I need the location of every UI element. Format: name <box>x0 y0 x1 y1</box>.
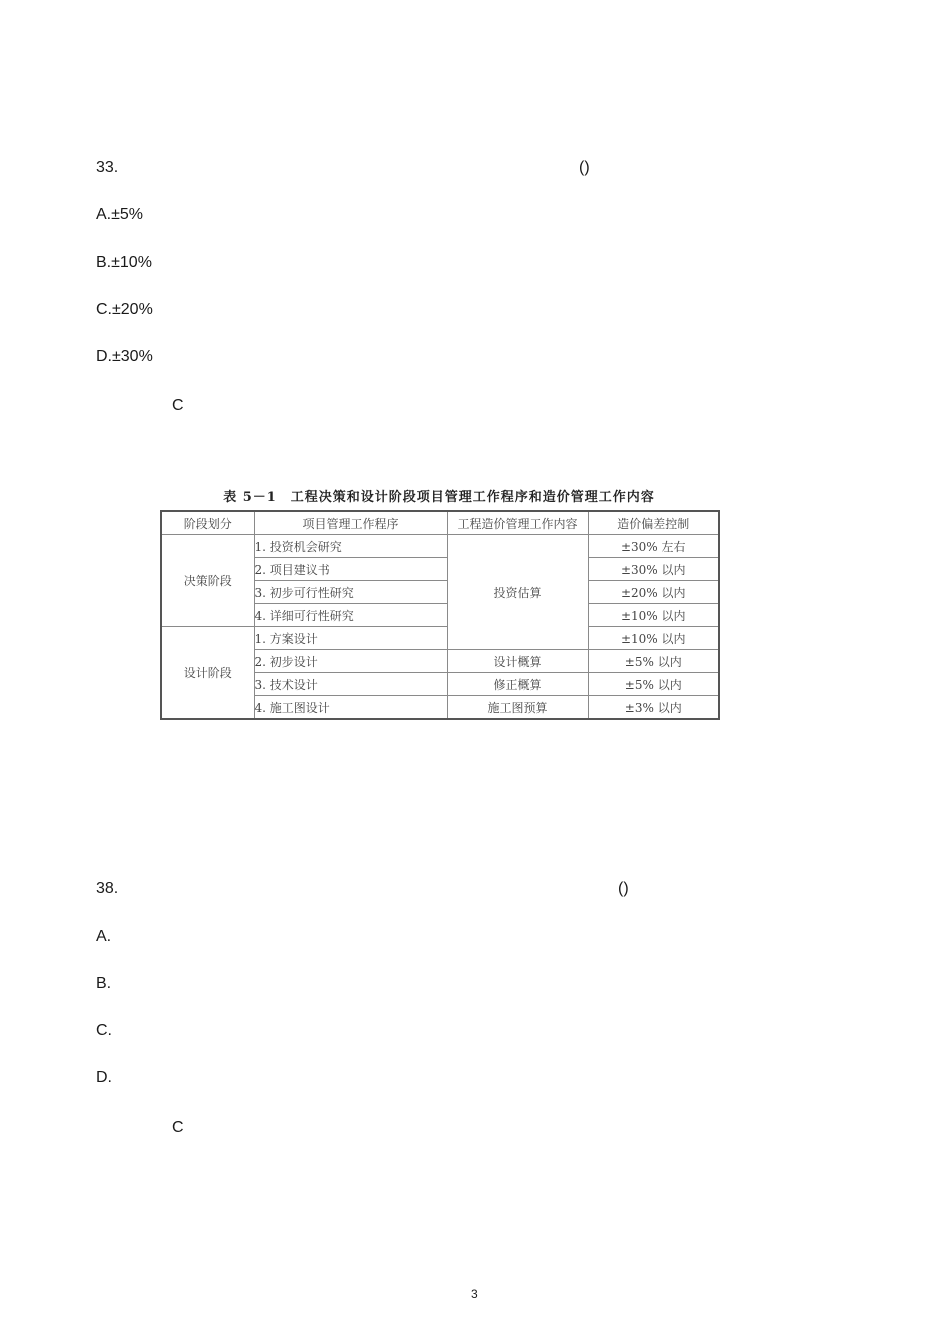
question-38-option-b: B. <box>96 975 112 992</box>
table-row <box>161 627 719 650</box>
question-33-answer: C <box>172 397 184 414</box>
deviation-cell: ±30% 左右 <box>588 535 719 558</box>
step-cell: 3. 技术设计 <box>254 673 447 696</box>
cost-work-estimate: 投资估算 <box>447 535 588 650</box>
header-deviation: 造价偏差控制 <box>588 511 719 535</box>
deviation-cell: ±30% 以内 <box>588 558 719 581</box>
question-38-option-a: A. <box>96 928 112 945</box>
header-stage: 阶段划分 <box>161 511 254 535</box>
stage-design: 设计阶段 <box>161 627 254 720</box>
step-cell: 1. 方案设计 <box>254 627 447 650</box>
question-33-blank: () <box>579 159 590 176</box>
cost-work-cell: 设计概算 <box>447 650 588 673</box>
header-cost-work: 工程造价管理工作内容 <box>447 511 588 535</box>
cost-work-cell: 施工图预算 <box>447 696 588 720</box>
page-number: 3 <box>471 1287 478 1301</box>
cost-work-cell: 修正概算 <box>447 673 588 696</box>
question-38-option-c: C. <box>96 1022 112 1039</box>
step-cell: 4. 施工图设计 <box>254 696 447 720</box>
question-38-number: 38. <box>96 880 119 897</box>
step-cell: 2. 初步设计 <box>254 650 447 673</box>
table-row <box>161 535 719 558</box>
deviation-cell: ±10% 以内 <box>588 627 719 650</box>
deviation-cell: ±5% 以内 <box>588 673 719 696</box>
question-33-number: 33. <box>96 159 119 176</box>
question-38-answer: C <box>172 1119 184 1136</box>
stage-decision: 决策阶段 <box>161 535 254 627</box>
question-38-blank: () <box>618 880 629 897</box>
step-cell: 4. 详细可行性研究 <box>254 604 447 627</box>
deviation-cell: ±5% 以内 <box>588 650 719 673</box>
question-38-option-d: D. <box>96 1069 112 1086</box>
deviation-cell: ±3% 以内 <box>588 696 719 720</box>
deviation-cell: ±10% 以内 <box>588 604 719 627</box>
question-33-option-b: B.±10% <box>96 254 152 271</box>
question-33-option-c: C.±20% <box>96 301 153 318</box>
table-caption: 表 5－1 工程决策和设计阶段项目管理工作程序和造价管理工作内容 <box>223 490 655 505</box>
question-33-option-a: A.±5% <box>96 206 144 223</box>
cost-control-table <box>160 510 720 720</box>
step-cell: 3. 初步可行性研究 <box>254 581 447 604</box>
table-header-row <box>161 511 719 535</box>
header-procedure: 项目管理工作程序 <box>254 511 447 535</box>
step-cell: 2. 项目建议书 <box>254 558 447 581</box>
question-33-option-d: D.±30% <box>96 348 153 365</box>
step-cell: 1. 投资机会研究 <box>254 535 447 558</box>
cost-control-table-figure <box>160 486 718 720</box>
deviation-cell: ±20% 以内 <box>588 581 719 604</box>
